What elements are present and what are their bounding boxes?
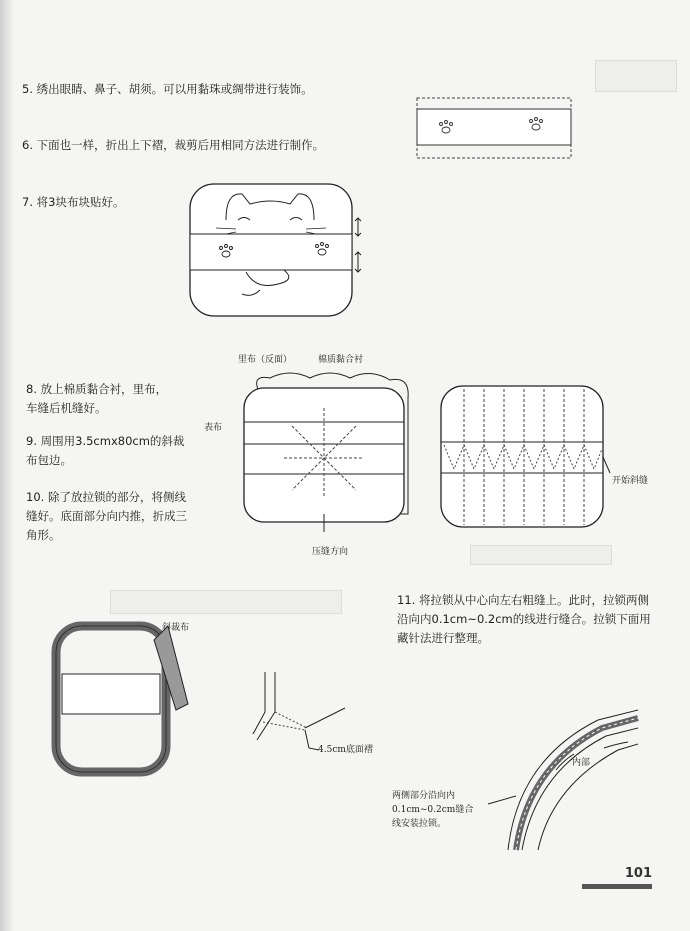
label-inside: 内部	[572, 758, 591, 768]
label-cotton-interfacing: 棉质黏合衬	[318, 355, 364, 365]
bleed-through-shape	[595, 60, 677, 92]
step-11-zipper-diagram	[478, 700, 648, 850]
label-bias-binding: 斜裁布	[162, 623, 190, 633]
step-11-text: 11. 将拉锁从中心向左右粗缝上。此时，拉锁两侧沿向内0.1cm~0.2cm的线进行缝合。拉锁下面用藏针法进行整理。	[397, 593, 651, 645]
step-6-strip-diagram	[416, 97, 572, 159]
step-6-text: 6. 下面也一样，折出上下褶，裁剪后用相同方法进行制作。	[22, 138, 325, 152]
step-10-text: 10. 除了放拉锁的部分，将侧线缝好。底面部分向内推，折成三角形。	[26, 490, 187, 542]
page-number: 101	[624, 866, 652, 881]
step-9-bias-binding-diagram	[50, 620, 195, 780]
label-zipper-note: 两侧部分沿向内0.1cm~0.2cm缝合线安装拉锁。	[392, 791, 474, 829]
bleed-through-shape	[470, 545, 612, 565]
page-number-bar	[582, 884, 652, 889]
step-8-diagonal-quilting-diagram	[440, 385, 610, 530]
step-9-text: 9. 周围用3.5cmx80cm的斜裁布包边。	[26, 434, 185, 467]
step-10-gusset-diagram	[245, 668, 365, 758]
step-7-text: 7. 将3块布块贴好。	[22, 195, 125, 209]
label-lining-back: 里布（反面）	[238, 355, 293, 365]
label-bottom-gusset: 4.5cm底面褶	[318, 745, 373, 755]
step-7-cat-pouch-diagram	[186, 180, 366, 320]
step-8-text: 8. 放上棉质黏合衬，里布，车缝后机缝好。	[26, 382, 168, 415]
page-gutter-shadow	[0, 0, 14, 931]
step-8-quilting-diagram	[230, 364, 420, 534]
bleed-through-shape	[110, 590, 342, 614]
label-start-sewing: 开始斜缝	[612, 476, 649, 486]
label-press-direction: 压缝方向	[312, 547, 349, 557]
label-outer-fabric: 表布	[204, 423, 223, 433]
step-5-text: 5. 绣出眼睛、鼻子、胡须。可以用黏珠或绸带进行装饰。	[22, 82, 313, 96]
